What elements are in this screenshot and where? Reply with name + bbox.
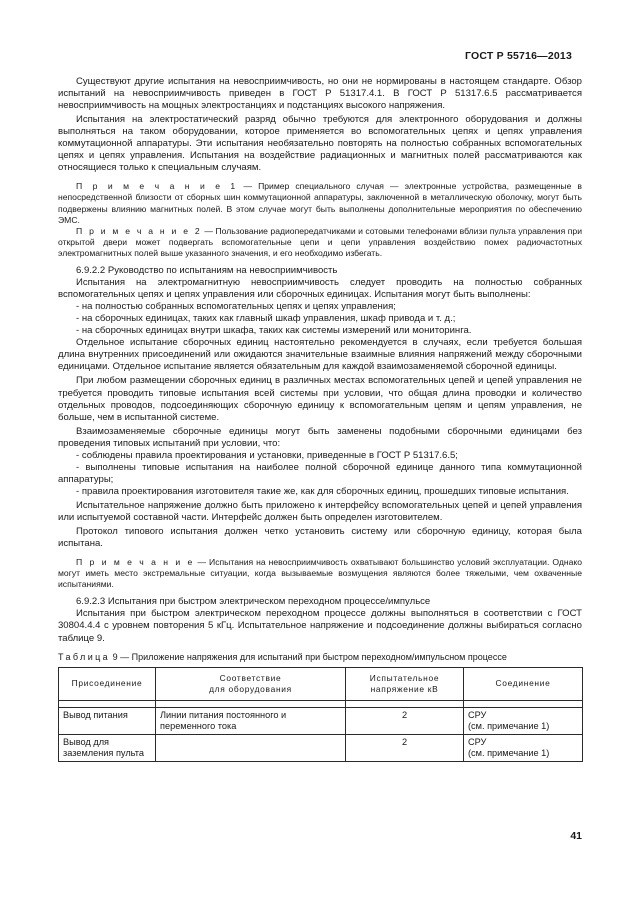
cell-equipment: Линии питания постоянного и переменного тока [156,707,346,734]
note-2-text: — Пользование радиопередатчиками и сотовыми телефонами вблизи пульта управления при открытой двери может подвергать вспомогательные цепи и цепи управления воздействию помех радиочастотных электромагнитных полей выше указанного значения, и его необходимо избегать. [58,225,582,258]
table-caption [58,651,582,663]
table-caption-word: Таблица [58,651,111,662]
column-header-voltage-line2: напряжение кВ [370,683,439,694]
list-item: - правила проектирования изготовителя такие же, как для сборочных единиц, прошедших типовые испытания. [76,485,569,497]
paragraph-separate-test: Отдельное испытание сборочных единиц настоятельно рекомендуется в случаях, если требуется большая длина внутренних присоединений или ожидаются значительные взаимные влияния напряжений между сборочными единицами. Отдельное испытание является обязательным для каждой взаимозаменяемой сборочной единицы. [58,337,582,373]
spacer-cell [59,700,156,707]
page-number: 41 [570,830,582,842]
table-9 [58,667,583,762]
cell-coupling [464,707,583,734]
note-3-text: — Испытания на невосприимчивость охватывают большинство условий эксплуатации. Однако могут иметь место экстремальные ситуации, когда вызываемые возмущения являются более тяжелыми, чем охваченные испытаниями. [58,557,582,590]
list-item: - на полностью собранных вспомогательных цепях и цепях управления; [76,301,396,313]
paragraph-interchangeable: Взаимозаменяемые сборочные единицы могут быть заменены подобными сборочными единицами без проведения типовых испытаний при условии, что: [58,425,582,449]
spacer-cell [156,700,346,707]
list-item: - соблюдены правила проектирования и установки, приведенные в ГОСТ Р 51317.6.5; [76,449,458,461]
cell-voltage: 2 [346,734,464,761]
spacer-cell [346,700,464,707]
column-header-equipment-line1: Соответствие [219,672,282,683]
note-1 [58,181,582,225]
table-row [59,734,583,761]
column-header-equipment [156,667,346,700]
paragraph-fast-transient: Испытания при быстром электрическом переходном процессе должны выполняться в соответствии с ГОСТ 30804.4.4 с уровнем повторения 5 кГц. Испытательное напряжение и подсоединение должны выбираться согласно таблице 9. [58,608,582,644]
document-header: ГОСТ Р 55716—2013 [464,50,572,62]
paragraph-test-report: Протокол типового испытания должен четко установить систему или сборочную единицу, которая была испытана. [58,526,582,550]
note-2-label: П р и м е ч а н и е 2 [76,225,202,236]
cell-coupling-type: СРУ [468,736,487,747]
section-heading-6-9-2-3: 6.9.2.3 Испытания при быстром электрическом переходном процессе/импульсе [76,596,431,608]
cell-connection: Вывод питания [59,707,156,734]
cell-coupling-type: СРУ [468,709,487,720]
paragraph-placement: При любом размещении сборочных единиц в различных местах вспомогательных цепей и цепей управления не требуется проводить типовые испытания всей системы при условии, что общая длина проводки и количество отдельных проводов, подсоединяющих сборочную единицу к вспомогательным цепям и цепям управления, не больше, чем в испытанной системе. [58,375,582,423]
paragraph-emc-testing: Испытания на электромагнитную невосприимчивость следует проводить на полностью собранных вспомогательных цепях и цепях управления или сборочных единицах. Испытания могут быть выполнены: [58,277,582,301]
table-header-row [59,667,583,700]
table-row [59,707,583,734]
table-caption-text: 9 — Приложение напряжения для испытаний при быстром переходном/импульсном процессе [110,651,507,662]
column-header-equipment-line2: для оборудования [209,683,292,694]
cell-voltage: 2 [346,707,464,734]
column-header-coupling: Соединение [464,667,583,700]
column-header-connection: Присоединение [59,667,156,700]
page-body [58,76,582,762]
column-header-voltage [346,667,464,700]
paragraph-esd-tests: Испытания на электростатический разряд обычно требуются для электронного оборудования и должны выполняться на таком оборудовании, которое применяется во вспомогательных цепях и цепях управления коммутационной аппаратуры. Эти испытания необязательно повторять на полностью собранных вспомогательных цепях и цепях управления. Испытания на воздействие радиационных и магнитных полей рассматриваются как относящиеся только к специальным случаям. [58,114,582,174]
note-3 [58,557,582,590]
list-item: - на сборочных единицах внутри шкафа, таких как системы измерений или мониторинга. [76,325,472,337]
cell-coupling-note: (см. примечание 1) [468,747,550,758]
spacer-cell [464,700,583,707]
paragraph-other-tests: Существуют другие испытания на невосприимчивость, но они не нормированы в настоящем стандарте. Обзор испытаний на невосприимчивость приведен в ГОСТ Р 51317.4.1. В ГОСТ Р 51317.6.5 рассматривается невосприимчивость на мощных электростанциях и подстанциях высокого напряжения. [58,76,582,112]
list-item: - на сборочных единицах, таких как главный шкаф управления, шкаф привода и т. д.; [76,313,456,325]
table-spacer-row [59,700,583,707]
cell-equipment [156,734,346,761]
note-1-text: — Пример специального случая — электронные устройства, размещенные в непосредственной близости от сборных шин коммутационной аппаратуры, заключенной в металлическую оболочку, могут быть подвержены влиянию магнитных полей. В этом случае могут быть выполнены дополнительные мероприятия по обеспечению ЭМС. [58,181,582,225]
note-2 [58,226,582,259]
column-header-voltage-line1: Испытательное [369,672,440,683]
cell-coupling [464,734,583,761]
note-1-label: П р и м е ч а н и е 1 [76,181,238,192]
cell-coupling-note: (см. примечание 1) [468,720,550,731]
note-3-label: П р и м е ч а н и е [76,557,195,568]
list-item: - выполнены типовые испытания на наиболее полной сборочной единице данного типа коммутационной аппаратуры; [58,461,582,485]
cell-connection: Вывод для заземления пульта [59,734,156,761]
paragraph-test-voltage: Испытательное напряжение должно быть приложено к интерфейсу вспомогательных цепей и цепей управления или испытуемой составной части. Интерфейс должен быть определен изготовителем. [58,499,582,523]
section-heading-6-9-2-2: 6.9.2.2 Руководство по испытаниям на невосприимчивость [76,265,338,277]
